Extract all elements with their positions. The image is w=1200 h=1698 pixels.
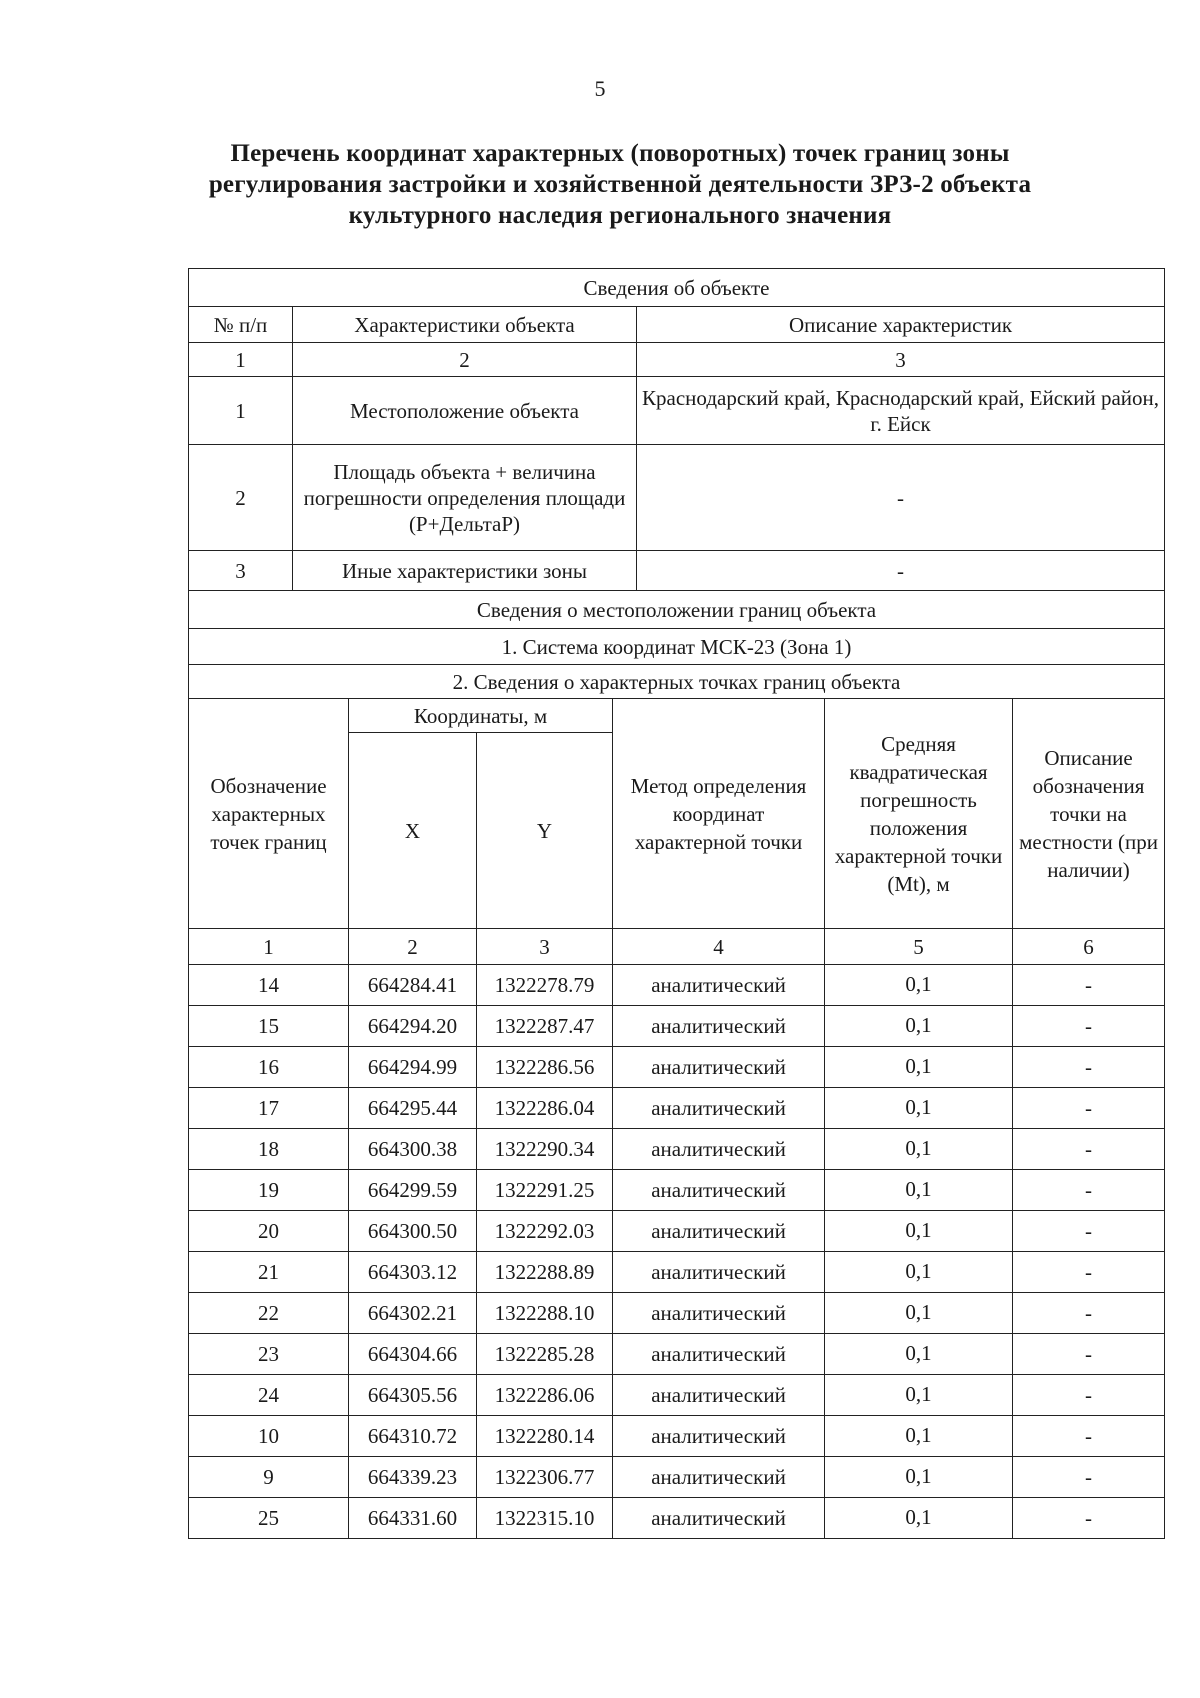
point-x: 664299.59 <box>349 1170 477 1211</box>
point-id: 19 <box>189 1170 349 1211</box>
point-method: аналитический <box>613 1252 825 1293</box>
column-index: 3 <box>477 929 613 965</box>
point-mt: 0,1 <box>825 1006 1013 1047</box>
point-x: 664305.56 <box>349 1375 477 1416</box>
header-coordinates: Координаты, м <box>349 699 613 733</box>
point-description: - <box>1013 1457 1165 1498</box>
info-row-description: Краснодарский край, Краснодарский край, Ейский район, г. Ейск <box>637 377 1165 445</box>
column-index: 3 <box>637 343 1165 377</box>
point-y: 1322288.89 <box>477 1252 613 1293</box>
point-y: 1322286.06 <box>477 1375 613 1416</box>
boundary-points-table <box>188 698 1165 1539</box>
table-row <box>189 1334 1165 1375</box>
point-description: - <box>1013 1375 1165 1416</box>
table-row <box>189 1293 1165 1334</box>
point-x: 664295.44 <box>349 1088 477 1129</box>
info-row-characteristic: Местоположение объекта <box>293 377 637 445</box>
point-mt: 0,1 <box>825 1375 1013 1416</box>
document-title <box>150 138 1090 231</box>
info-row-characteristic: Иные характеристики зоны <box>293 551 637 591</box>
info-row-description: - <box>637 445 1165 551</box>
point-x: 664304.66 <box>349 1334 477 1375</box>
point-x: 664300.38 <box>349 1129 477 1170</box>
point-x: 664294.99 <box>349 1047 477 1088</box>
point-mt: 0,1 <box>825 1252 1013 1293</box>
point-method: аналитический <box>613 1006 825 1047</box>
column-index: 2 <box>349 929 477 965</box>
point-mt: 0,1 <box>825 1457 1013 1498</box>
point-y: 1322285.28 <box>477 1334 613 1375</box>
header-mean-square-error: Средняя квадратическая погрешность положения характерной точки (Mt), м <box>825 699 1013 929</box>
info-row-description: - <box>637 551 1165 591</box>
point-description: - <box>1013 1211 1165 1252</box>
point-x: 664303.12 <box>349 1252 477 1293</box>
point-y: 1322280.14 <box>477 1416 613 1457</box>
header-method: Метод определения координат характерной точки <box>613 699 825 929</box>
title-line: регулирования застройки и хозяйственной деятельности ЗРЗ-2 объекта <box>208 171 1032 198</box>
point-method: аналитический <box>613 1047 825 1088</box>
info-row <box>189 445 1165 551</box>
title-line: культурного наследия регионального значения <box>348 202 892 229</box>
point-description: - <box>1013 1293 1165 1334</box>
header-point-designation: Обозначение характерных точек границ <box>189 699 349 929</box>
point-description: - <box>1013 1047 1165 1088</box>
point-method: аналитический <box>613 1129 825 1170</box>
header-characteristic: Характеристики объекта <box>293 307 637 343</box>
point-y: 1322278.79 <box>477 965 613 1006</box>
section-header-points: 2. Сведения о характерных точках границ объекта <box>189 665 1165 699</box>
header-y: Y <box>477 733 613 929</box>
point-y: 1322290.34 <box>477 1129 613 1170</box>
info-row-num: 1 <box>189 377 293 445</box>
table-row <box>189 1129 1165 1170</box>
table-row <box>189 1457 1165 1498</box>
point-x: 664331.60 <box>349 1498 477 1539</box>
point-description: - <box>1013 1334 1165 1375</box>
column-index: 2 <box>293 343 637 377</box>
point-x: 664310.72 <box>349 1416 477 1457</box>
coordinate-system: 1. Система координат МСК-23 (Зона 1) <box>189 629 1165 665</box>
point-id: 15 <box>189 1006 349 1047</box>
point-rows <box>189 965 1165 1539</box>
point-mt: 0,1 <box>825 965 1013 1006</box>
point-y: 1322287.47 <box>477 1006 613 1047</box>
table-row <box>189 1047 1165 1088</box>
point-description: - <box>1013 1252 1165 1293</box>
point-description: - <box>1013 965 1165 1006</box>
point-mt: 0,1 <box>825 1047 1013 1088</box>
point-description: - <box>1013 1498 1165 1539</box>
point-mt: 0,1 <box>825 1088 1013 1129</box>
point-method: аналитический <box>613 965 825 1006</box>
point-y: 1322288.10 <box>477 1293 613 1334</box>
point-id: 14 <box>189 965 349 1006</box>
point-description: - <box>1013 1170 1165 1211</box>
point-mt: 0,1 <box>825 1416 1013 1457</box>
point-x: 664294.20 <box>349 1006 477 1047</box>
section-header-location: Сведения о местоположении границ объекта <box>189 591 1165 629</box>
point-method: аналитический <box>613 1375 825 1416</box>
point-method: аналитический <box>613 1416 825 1457</box>
point-mt: 0,1 <box>825 1498 1013 1539</box>
table-row <box>189 1252 1165 1293</box>
point-mt: 0,1 <box>825 1334 1013 1375</box>
header-num: № п/п <box>189 307 293 343</box>
point-id: 21 <box>189 1252 349 1293</box>
point-id: 18 <box>189 1129 349 1170</box>
point-y: 1322291.25 <box>477 1170 613 1211</box>
table-row <box>189 1088 1165 1129</box>
column-index: 6 <box>1013 929 1165 965</box>
column-index: 1 <box>189 929 349 965</box>
object-info-table <box>188 268 1165 699</box>
table-row <box>189 1498 1165 1539</box>
point-mt: 0,1 <box>825 1293 1013 1334</box>
column-index: 4 <box>613 929 825 965</box>
point-id: 25 <box>189 1498 349 1539</box>
info-row <box>189 551 1165 591</box>
point-method: аналитический <box>613 1088 825 1129</box>
point-y: 1322286.04 <box>477 1088 613 1129</box>
info-row <box>189 377 1165 445</box>
point-y: 1322292.03 <box>477 1211 613 1252</box>
point-id: 10 <box>189 1416 349 1457</box>
point-description: - <box>1013 1416 1165 1457</box>
header-x: X <box>349 733 477 929</box>
point-description: - <box>1013 1088 1165 1129</box>
info-row-num: 3 <box>189 551 293 591</box>
point-mt: 0,1 <box>825 1129 1013 1170</box>
table-row <box>189 1416 1165 1457</box>
info-row-characteristic: Площадь объекта + величина погрешности определения площади (Р+ДельтаР) <box>293 445 637 551</box>
point-id: 20 <box>189 1211 349 1252</box>
point-id: 16 <box>189 1047 349 1088</box>
header-description: Описание характеристик <box>637 307 1165 343</box>
point-x: 664300.50 <box>349 1211 477 1252</box>
point-method: аналитический <box>613 1170 825 1211</box>
point-y: 1322315.10 <box>477 1498 613 1539</box>
point-id: 22 <box>189 1293 349 1334</box>
point-id: 23 <box>189 1334 349 1375</box>
point-mt: 0,1 <box>825 1211 1013 1252</box>
page-number: 5 <box>594 76 606 101</box>
point-id: 17 <box>189 1088 349 1129</box>
table-row <box>189 1170 1165 1211</box>
point-method: аналитический <box>613 1211 825 1252</box>
column-index: 1 <box>189 343 293 377</box>
point-id: 9 <box>189 1457 349 1498</box>
section-header-object: Сведения об объекте <box>189 269 1165 307</box>
info-row-num: 2 <box>189 445 293 551</box>
point-x: 664302.21 <box>349 1293 477 1334</box>
column-index: 5 <box>825 929 1013 965</box>
table-row <box>189 1211 1165 1252</box>
point-description: - <box>1013 1129 1165 1170</box>
point-x: 664284.41 <box>349 965 477 1006</box>
point-method: аналитический <box>613 1293 825 1334</box>
point-method: аналитический <box>613 1498 825 1539</box>
point-y: 1322306.77 <box>477 1457 613 1498</box>
point-mt: 0,1 <box>825 1170 1013 1211</box>
table-row <box>189 965 1165 1006</box>
point-id: 24 <box>189 1375 349 1416</box>
point-description: - <box>1013 1006 1165 1047</box>
table-row <box>189 1006 1165 1047</box>
header-point-description: Описание обозначения точки на местности (при наличии) <box>1013 699 1165 929</box>
point-x: 664339.23 <box>349 1457 477 1498</box>
point-method: аналитический <box>613 1457 825 1498</box>
table-row <box>189 1375 1165 1416</box>
point-method: аналитический <box>613 1334 825 1375</box>
point-y: 1322286.56 <box>477 1047 613 1088</box>
title-line: Перечень координат характерных (поворотных) точек границ зоны <box>230 140 1010 167</box>
